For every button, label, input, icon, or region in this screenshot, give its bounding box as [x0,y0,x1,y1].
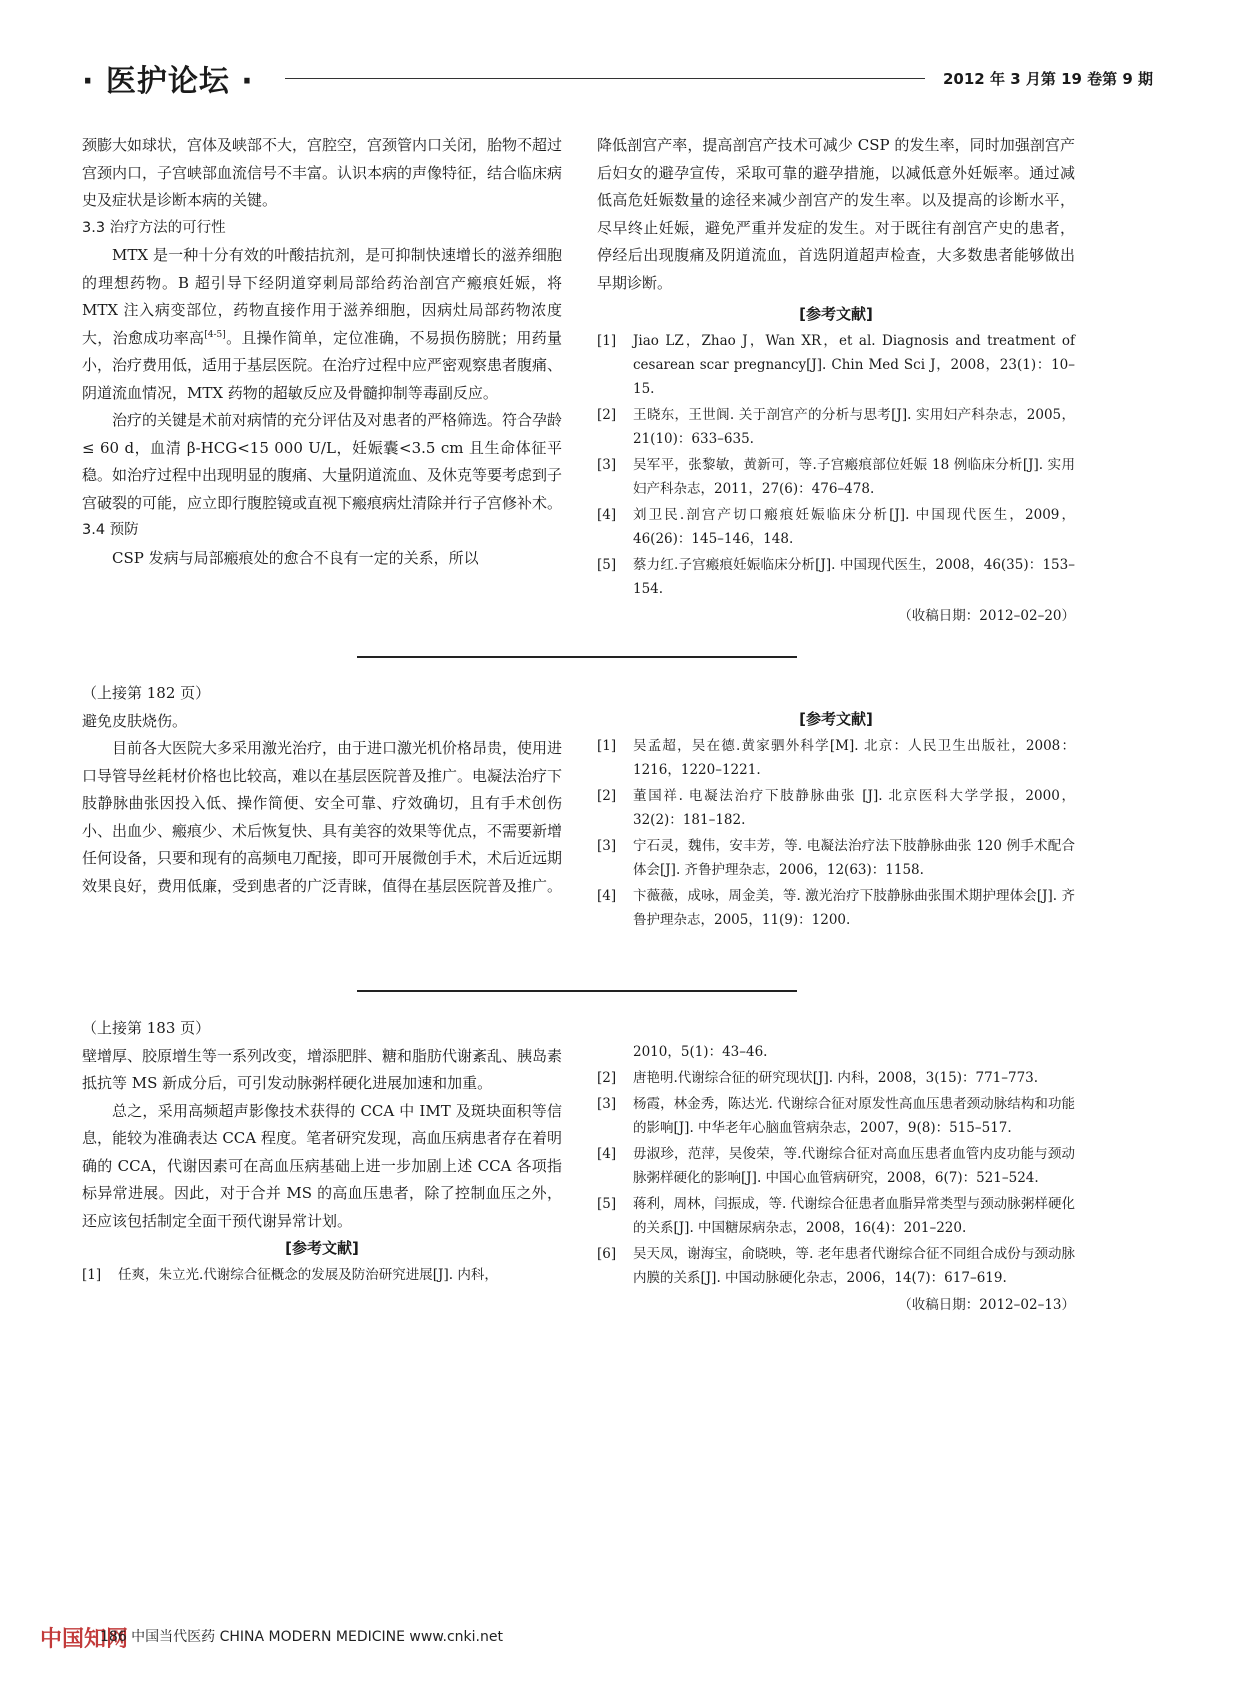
reference-number: [1] [597,737,617,754]
reference-list [597,329,1075,601]
reference-text: 吴天凤，谢海宝，俞晓映，等. 老年患者代谢综合征不同组合成份与颈动脉内膜的关系[J]. 中国动脉硬化杂志，2006，14(7)：617–619. [633,1246,1075,1286]
section-heading: 3.3 治疗方法的可行性 [82,219,226,236]
body-paragraph: 避免皮肤烧伤。 [82,711,188,730]
reference-text: 吴孟超，吴在德.黄家驷外科学[M]. 北京：人民卫生出版社，2008：1216，1220–1221. [633,737,1075,778]
journal-section-title: · 医护论坛 · [82,64,254,99]
article-3-left-column [82,1015,562,1289]
reference-number: [4] [597,887,617,904]
issue-info: 2012 年 3 月第 19 卷第 9 期 [943,70,1154,88]
reference-text: 任爽，朱立光.代谢综合征概念的发展及防治研究进展[J]. 内科， [118,1266,498,1283]
continuation-note: （上接第 183 页） [82,1019,211,1037]
reference-text: 杨霞，林金秀，陈达光. 代谢综合征对原发性高血压患者颈动脉结构和功能的影响[J]. 中华老年心脑血管病杂志，2007，9(8)：515–517. [633,1096,1075,1136]
received-date: （收稿日期：2012–02–13） [898,1297,1075,1313]
reference-item [597,1066,1075,1090]
reference-list [597,734,1075,932]
body-paragraph: 治疗的关键是术前对病情的充分评估及对患者的严格筛选。符合孕龄 ≤ 60 d，血清 β-HCG<15 000 U/L，妊娠囊<3.5 cm 且生命体征平稳。如治疗过程中出现明显的腹痛、大量阴道流血、及休克等要考虑到子宫破裂的可能，应立即行腹腔镜或直视下瘢痕病灶清除并行子宫修补术。 [82,411,563,512]
article-2-right-column [597,706,1075,934]
reference-number: [3] [597,837,617,854]
cnki-logo: 中国知网 [40,1627,129,1652]
reference-text: 刘卫民.剖宫产切口瘢痕妊娠临床分析[J]. 中国现代医生，2009，46(26)：145–146，148. [633,506,1075,547]
reference-text: 毋淑珍，范萍，吴俊荣，等.代谢综合征对高血压患者血管内皮功能与颈动脉粥样硬化的影响[J]. 中国心血管病研究，2008，6(7)：521–524. [633,1146,1075,1186]
reference-item [597,1192,1075,1240]
reference-list [82,1263,562,1287]
reference-number: [6] [597,1246,617,1262]
reference-item [597,1092,1075,1140]
reference-text: 蒋利，周林，闫振成，等. 代谢综合征患者血脂异常类型与颈动脉粥样硬化的关系[J]. 中国糖尿病杂志，2008，16(4)：201–220. [633,1196,1075,1236]
article-3-right-column [597,1040,1075,1320]
reference-number: [3] [597,456,617,473]
reference-item [82,1263,562,1287]
body-paragraph: 总之，采用高频超声影像技术获得的 CCA 中 IMT 及斑块面积等信息，能较为准确表达 CCA 程度。笔者研究发现，高血压病患者存在着明确的 CCA，代谢因素可在高血压病基础上进一步加剧上述 CCA 各项指标异常进展。因此，对于合并 MS 的高血压患者，除了控制血压之外，还应该包括制定全面干预代谢异常计划。 [82,1101,562,1230]
reference-item [597,1040,1075,1064]
reference-text: 王晓东，王世阆. 关于剖宫产的分析与思考[J]. 实用妇产科杂志，2005，21(10)：633–635. [633,406,1075,447]
reference-number: [3] [597,1096,617,1112]
reference-number: [5] [597,1196,617,1212]
reference-text: 吴军平，张黎敏，黄新可，等.子宫瘢痕部位妊娠 18 例临床分析[J]. 实用妇产科杂志，2011，27(6)：476–478. [633,456,1075,497]
reference-item [597,784,1075,832]
footer-journal-info: 186 中国当代医药 CHINA MODERN MEDICINE www.cnki.net [100,1629,503,1645]
body-paragraph: CSP 发病与局部瘢痕处的愈合不良有一定的关系，所以 [112,548,479,567]
reference-item [597,453,1075,501]
reference-item [597,553,1075,601]
citation-superscript: [4-5] [204,329,226,340]
article-1-left-column [82,132,562,572]
reference-text: 宁石灵，魏伟，安丰芳，等. 电凝法治疗法下肢静脉曲张 120 例手术配合体会[J]. 齐鲁护理杂志，2006，12(63)：1158. [633,837,1075,878]
reference-number: [4] [597,506,617,523]
reference-item [597,329,1075,401]
article-1-right-column [597,132,1075,630]
reference-item [597,403,1075,451]
references-heading: [参考文献] [799,305,873,323]
reference-text: 董国祥. 电凝法治疗下肢静脉曲张 [J]. 北京医科大学学报，2000，32(2)：181–182. [633,787,1075,828]
reference-text: Jiao LZ，Zhao J，Wan XR，et al. Diagnosis and treatment of cesarean scar pregnancy[J]. Chin Med Sci J，2008，23(1)：10–15. [633,332,1075,397]
reference-list [597,1040,1075,1290]
reference-number: [5] [597,556,617,573]
references-heading: [参考文献] [285,1239,359,1257]
reference-text: 2010，5(1)：43–46. [633,1044,768,1060]
body-paragraph: MTX 是一种十分有效的叶酸拮抗剂，是可抑制快速增长的滋养细胞的理想药物。B 超引导下经阴道穿刺局部给药治剖宫产瘢痕妊娠，将 MTX 注入病变部位，药物直接作用于滋养细胞，因病灶局部药物浓度大，治愈成功率高[4-5]。且操作简单，定位准确，不易损伤膀胱；用药量小，治疗费用低，适用于基层医院。在治疗过程中应严密观察患者腹痛、阴道流血情况，MTX 药物的超敏反应及骨髓抑制等毒副反应。 [82,246,563,402]
section-divider [357,656,797,658]
reference-number: [2] [597,787,617,804]
section-divider [357,990,797,992]
body-paragraph: 颈膨大如球状，宫体及峡部不大，宫腔空，宫颈管内口关闭，胎物不超过宫颈内口，子宫峡部血流信号不丰富。认识本病的声像特征，结合临床病史及症状是诊断本病的关键。 [82,136,563,209]
reference-text: 蔡力红.子宫瘢痕妊娠临床分析[J]. 中国现代医生，2008，46(35)：153–154. [633,556,1075,597]
reference-text: 唐艳明.代谢综合征的研究现状[J]. 内科，2008，3(15)：771–773. [633,1070,1039,1086]
header-rule [285,78,925,79]
received-date: （收稿日期：2012–02–20） [898,607,1075,624]
section-heading: 3.4 预防 [82,522,139,538]
body-paragraph: 壁增厚、胶原增生等一系列改变，增添肥胖、糖和脂肪代谢紊乱、胰岛素抵抗等 MS 新成分后，可引发动脉粥样硬化进展加速和加重。 [82,1046,563,1092]
reference-item [597,734,1075,782]
reference-item [597,884,1075,932]
reference-number: [1] [82,1266,102,1283]
reference-item [597,1142,1075,1190]
reference-text: 卞薇薇，成咏，周金美，等. 激光治疗下肢静脉曲张围术期护理体会[J]. 齐鲁护理杂志，2005，11(9)：1200. [633,887,1075,928]
reference-item [597,1242,1075,1290]
continuation-note: （上接第 182 页） [82,684,211,702]
reference-item [597,834,1075,882]
reference-number: [4] [597,1146,617,1162]
reference-number: [2] [597,1070,617,1086]
reference-number: [1] [597,332,617,349]
article-2-left-column [82,680,562,900]
body-paragraph: 目前各大医院大多采用激光治疗，由于进口激光机价格昂贵，使用进口导管导丝耗材价格也比较高，难以在基层医院普及推广。电凝法治疗下肢静脉曲张因投入低、操作简便、安全可靠、疗效确切，且有手术创伤小、出血少、瘢痕少、术后恢复快、具有美容的效果等优点，不需要新增任何设备，只要和现有的高频电刀配接，即可开展微创手术，术后近远期效果良好，费用低廉，受到患者的广泛青睐，值得在基层医院普及推广。 [82,739,563,895]
reference-item [597,503,1075,551]
references-heading: [参考文献] [799,710,873,728]
article-1-paragraph: 降低剖宫产率，提高剖宫产技术可减少 CSP 的发生率，同时加强剖宫产后妇女的避孕宣传，采取可靠的避孕措施，以减低意外妊娠率。通过减低高危妊娠数量的途径来减少剖宫产的发生率。以及提高的诊断水平，尽早终止妊娠，避免严重并发症的发生。对于既往有剖宫产史的患者，停经后出现腹痛及阴道流血，首选阴道超声检查，大多数患者能够做出早期诊断。 [597,136,1075,292]
reference-number: [2] [597,406,617,423]
